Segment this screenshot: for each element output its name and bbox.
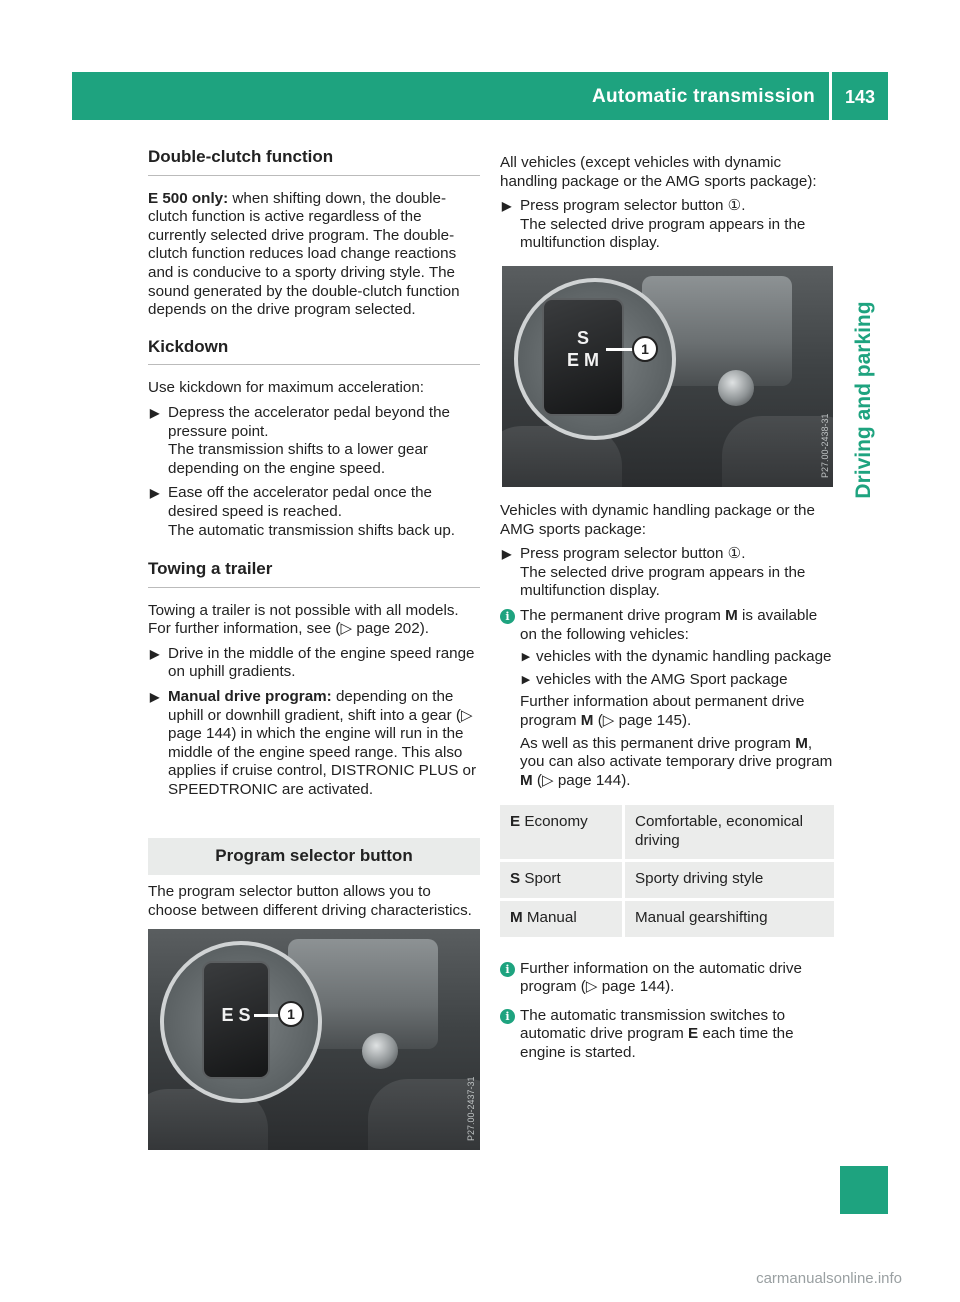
program-letter: E	[510, 813, 521, 831]
button-label: E S	[221, 1005, 251, 1025]
double-clutch-body: when shifting down, the double-clutch function is active regardless of the currently selected drive program. The double-clutch function reduces load change reactions and is conducive to a sporty driving style. The sound generated by the double-clutch function depends on the drive program selected.	[148, 189, 460, 319]
note-switch-post: each time the engine is started.	[520, 1025, 794, 1062]
list-item-text: vehicles with the dynamic handling package	[536, 648, 832, 666]
intro-dynamic-vehicles: Vehicles with dynamic handling package or the AMG sports package:	[500, 501, 815, 538]
program-description: Comfortable, economical driving	[622, 805, 834, 859]
action-arrow-icon: ▶	[502, 199, 512, 214]
bullet-icon: ▸	[522, 648, 530, 666]
action-arrow-icon: ▶	[150, 690, 160, 705]
towing-step-1	[148, 645, 480, 682]
callout-number: 1	[632, 336, 658, 362]
temporary-bold-2: M	[520, 771, 533, 789]
side-tab-label: Driving and parking	[852, 301, 875, 499]
further-permanent-bold: M	[580, 711, 594, 729]
temporary-mid: , you can also activate temporary drive program	[520, 734, 833, 771]
program-letter: M	[510, 909, 523, 927]
temporary-program	[520, 735, 834, 791]
towing-step-2-text	[168, 688, 480, 800]
photo-seat-right	[368, 1079, 480, 1150]
photo-controller-knob	[718, 370, 754, 406]
heading-program-selector: Program selector button	[148, 838, 480, 876]
table-row	[500, 805, 834, 859]
bullet-icon: ▸	[522, 670, 530, 688]
note-permanent	[500, 607, 834, 790]
kickdown-intro: Use kickdown for maximum acceleration:	[148, 379, 425, 397]
drive-program-table	[500, 802, 834, 939]
program-name: Manual	[526, 909, 577, 927]
further-permanent	[520, 693, 834, 730]
program-name: Economy	[524, 813, 588, 831]
heading-double-clutch: Double-clutch function	[148, 148, 480, 176]
program-selector-photo-2	[502, 266, 833, 487]
program-selector-photo-1	[148, 929, 480, 1150]
left-column	[148, 148, 480, 926]
temporary-post: (▷ page 144).	[536, 771, 631, 789]
note-further-text: Further information on the automatic drive program (▷ page 144).	[520, 959, 802, 996]
kickdown-step-2	[148, 484, 480, 540]
kickdown-step-2-text: Ease off the accelerator pedal once the desired speed is reached.	[168, 484, 432, 520]
kickdown-step-1	[148, 404, 480, 478]
step-dynamic-result: The selected drive program appears in the multifunction display.	[520, 563, 806, 600]
table-row	[500, 862, 834, 898]
step-all-vehicles	[500, 197, 834, 253]
towing-intro: Towing a trailer is not possible with all models. For further information, see (▷ page 202).	[148, 601, 459, 638]
kickdown-step-1-text: Depress the accelerator pedal beyond the pressure point.	[168, 403, 450, 440]
double-clutch-text	[148, 190, 480, 320]
chapter-title: Automatic transmission	[591, 86, 815, 107]
note-switch-bold: E	[688, 1025, 699, 1043]
temporary-pre: As well as this permanent drive program	[520, 734, 791, 752]
towing-step-2	[148, 688, 480, 800]
action-arrow-icon: ▶	[150, 486, 160, 501]
step-all-text: Press program selector button ①.	[520, 197, 746, 215]
note-permanent-pre: The permanent drive program	[520, 606, 721, 624]
photo-code: P27.00-2438-31	[820, 413, 830, 478]
towing-step-2-lead: Manual drive program:	[168, 688, 332, 706]
note-further-info	[500, 960, 834, 997]
towing-step-2-body: depending on the uphill or downhill gradient, shift into a gear (▷ page 144) in which the engine will run in the middle of the engine speed range. This also applies if cruise control, DISTRONIC PLUS or SPEEDTRONIC are activated.	[168, 688, 477, 799]
vehicle-list	[520, 648, 834, 689]
towing-step-1-text: Drive in the middle of the engine speed range on uphill gradients.	[168, 644, 475, 681]
kickdown-step-2-result: The automatic transmission shifts back up.	[168, 521, 455, 539]
list-item	[520, 671, 834, 690]
header-bar	[72, 72, 888, 120]
action-arrow-icon: ▶	[150, 405, 160, 420]
callout-number: 1	[278, 1001, 304, 1027]
list-item-text: vehicles with the AMG Sport package	[536, 670, 788, 688]
program-selector-text: The program selector button allows you to choose between different driving characteristics.	[148, 883, 472, 919]
photo-code: P27.00-2437-31	[466, 1076, 476, 1141]
side-tab-marker	[840, 1166, 888, 1214]
further-permanent-post: (▷ page 145).	[597, 711, 692, 729]
info-icon: i	[500, 962, 515, 977]
list-item	[520, 648, 834, 667]
footer-watermark: carmanualsonline.info	[756, 1270, 902, 1287]
photo-seat-right	[722, 416, 833, 487]
heading-towing: Towing a trailer	[148, 560, 480, 588]
program-key	[500, 862, 622, 898]
program-description: Sporty driving style	[622, 862, 834, 898]
info-icon: i	[500, 609, 515, 624]
action-arrow-icon: ▶	[150, 646, 160, 661]
kickdown-step-1-result: The transmission shifts to a lower gear depending on the engine speed.	[168, 441, 428, 477]
program-description: Manual gearshifting	[622, 901, 834, 937]
photo-controller-knob	[362, 1033, 398, 1069]
step-dynamic-text: Press program selector button ①.	[520, 545, 746, 563]
step-all-result: The selected drive program appears in the multifunction display.	[520, 215, 806, 252]
double-clutch-lead: E 500 only:	[148, 189, 229, 207]
note-permanent-post: is available on the following vehicles:	[520, 606, 818, 643]
table-row	[500, 901, 834, 937]
program-key	[500, 901, 622, 937]
program-key	[500, 805, 622, 859]
action-arrow-icon: ▶	[502, 547, 512, 562]
program-name: Sport	[524, 870, 561, 888]
note-switch	[500, 1007, 834, 1063]
note-permanent-bold: M	[725, 606, 738, 624]
temporary-bold-1: M	[795, 734, 808, 752]
page-number: 143	[844, 87, 876, 107]
program-letter: S	[510, 870, 521, 888]
button-label-bottom: E M	[566, 350, 599, 370]
step-dynamic-vehicles	[500, 545, 834, 601]
button-label-top: S	[576, 328, 589, 348]
intro-all-vehicles: All vehicles (except vehicles with dynamic handling package or the AMG sports package):	[500, 154, 817, 190]
heading-kickdown: Kickdown	[148, 338, 480, 366]
info-icon: i	[500, 1009, 515, 1024]
further-permanent-pre: Further information about permanent drive program	[520, 693, 805, 729]
note-switch-pre: The automatic transmission switches to automatic drive program	[520, 1006, 786, 1043]
